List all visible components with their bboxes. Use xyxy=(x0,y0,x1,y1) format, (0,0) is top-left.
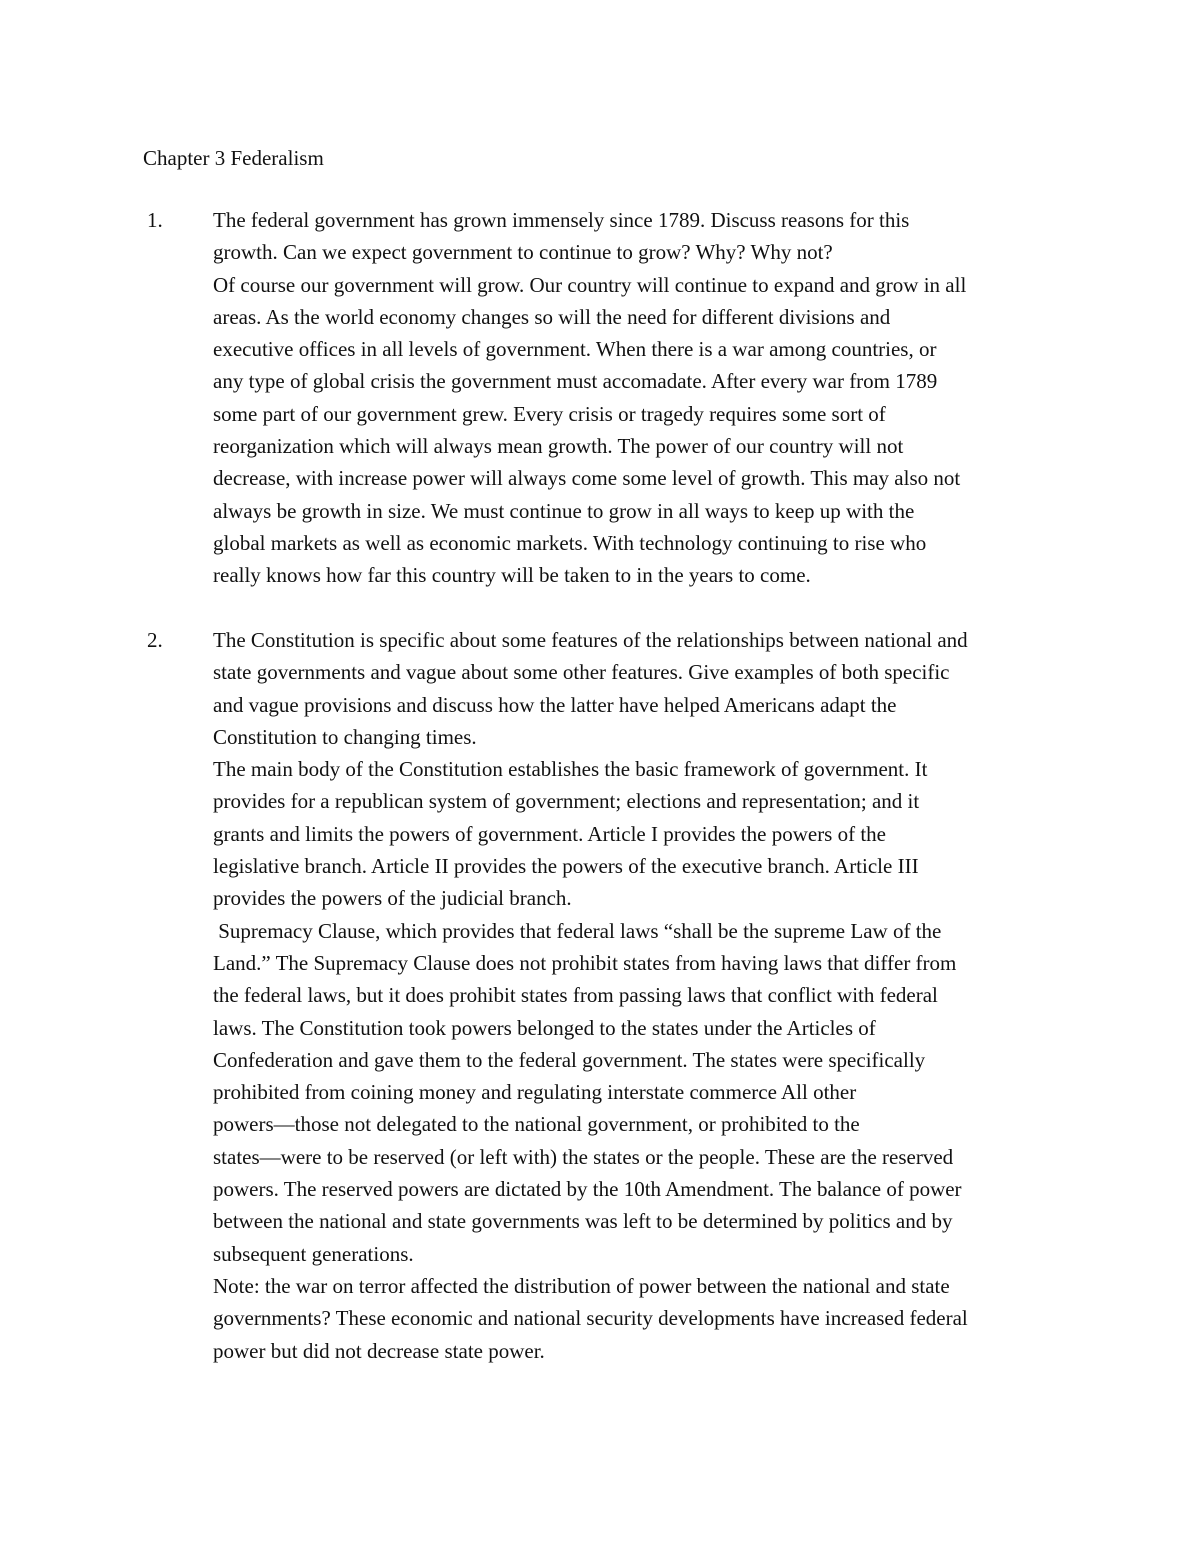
text-line: executive offices in all levels of government. When there is a war among countries, or xyxy=(213,337,937,362)
text-line: The Constitution is specific about some features of the relationships between national and xyxy=(213,628,968,652)
text-line: some part of our government grew. Every crisis or tragedy requires some sort of xyxy=(213,401,886,426)
text-line: any type of global crisis the government must accomadate. After every war from 1789 xyxy=(213,369,938,394)
text-line: reorganization which will always mean growth. The power of our country will not xyxy=(213,434,904,459)
text-line: Note: the war on terror affected the distribution of power between the national and state xyxy=(213,1273,950,1298)
text-line: Land.” The Supremacy Clause does not prohibit states from having laws that differ from xyxy=(213,950,957,975)
text-line: laws. The Constitution took powers belonged to the states under the Articles of xyxy=(213,1015,876,1040)
text-line: Supremacy Clause, which provides that federal laws “shall be the supreme Law of the xyxy=(213,918,942,943)
text-line: states—were to be reserved (or left with) the states or the people. These are the reserved xyxy=(213,1144,954,1169)
text-line: state governments and vague about some other features. Give examples of both specific xyxy=(213,660,950,685)
text-line: The federal government has grown immensely since 1789. Discuss reasons for this xyxy=(213,208,910,232)
document-title: Chapter 3 Federalism xyxy=(143,146,324,170)
text-line: powers—those not delegated to the national government, or prohibited to the xyxy=(213,1112,860,1137)
text-line: provides for a republican system of government; elections and representation; and it xyxy=(213,789,920,814)
text-line: the federal laws, but it does prohibit states from passing laws that conflict with federal xyxy=(213,983,938,1008)
text-line: grants and limits the powers of government. Article I provides the powers of the xyxy=(213,821,887,846)
text-line: global markets as well as economic markets. With technology continuing to rise who xyxy=(213,530,927,555)
text-line: prohibited from coining money and regulating interstate commerce All other xyxy=(213,1080,857,1105)
text-line: legislative branch. Article II provides the powers of the executive branch. Article III xyxy=(213,854,919,879)
list-item-2 xyxy=(147,624,1093,1367)
text-line: subsequent generations. xyxy=(213,1241,414,1266)
text-line: decrease, with increase power will always come some level of growth. This may also not xyxy=(213,466,961,491)
text-line: power but did not decrease state power. xyxy=(213,1338,545,1363)
text-line: areas. As the world economy changes so will the need for different divisions and xyxy=(213,304,891,329)
text-line: really knows how far this country will be taken to in the years to come. xyxy=(213,563,811,588)
list-item-1 xyxy=(147,204,1093,592)
text-line: The main body of the Constitution establishes the basic framework of government. It xyxy=(213,757,928,782)
text-line: Confederation and gave them to the federal government. The states were specifically xyxy=(213,1047,926,1072)
text-line: governments? These economic and national security developments have increased federal xyxy=(213,1306,968,1331)
text-line: Of course our government will grow. Our country will continue to expand and grow in all xyxy=(213,272,967,297)
text-line: powers. The reserved powers are dictated by the 10th Amendment. The balance of power xyxy=(213,1177,962,1202)
list-item-number: 1. xyxy=(147,208,163,232)
text-line: provides the powers of the judicial branch. xyxy=(213,886,572,911)
text-line: and vague provisions and discuss how the latter have helped Americans adapt the xyxy=(213,692,897,717)
text-line: between the national and state governments was left to be determined by politics and by xyxy=(213,1209,953,1234)
text-line: always be growth in size. We must continue to grow in all ways to keep up with the xyxy=(213,498,915,523)
text-line: Constitution to changing times. xyxy=(213,724,477,749)
text-line: growth. Can we expect government to continue to grow? Why? Why not? xyxy=(213,240,833,265)
list-item-number: 2. xyxy=(147,628,163,652)
